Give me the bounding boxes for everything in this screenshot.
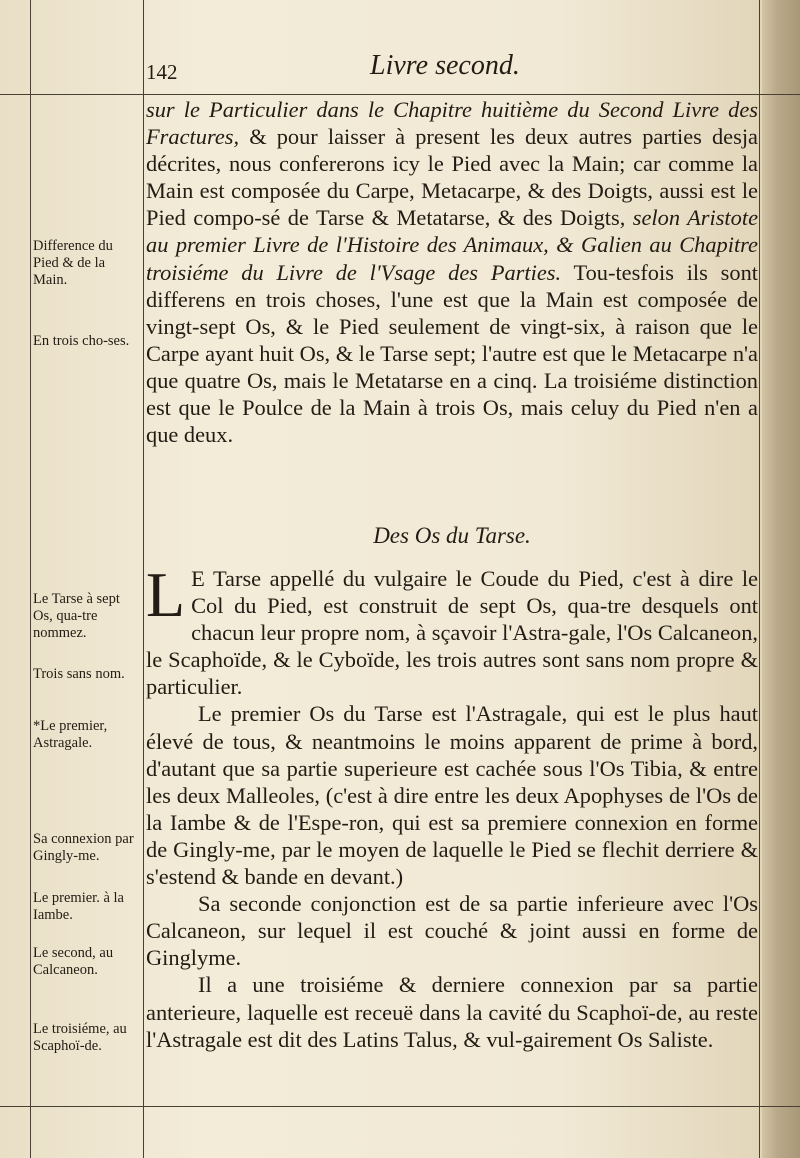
paragraph-intro	[146, 96, 758, 448]
paragraph-citation: selon Aristote au premier Livre de l'Histoire des Animaux, & Galien au Chapitre troisiéme du Livre de l'Vsage des Parties.	[146, 205, 759, 285]
footer-rule	[0, 1106, 800, 1107]
margin-note: Trois sans nom.	[33, 666, 125, 682]
margin-note: Le Tarse à sept Os, qua-tre nommez.	[33, 591, 120, 641]
margin-rule-right	[143, 0, 144, 1158]
paragraph-text: Tou-tesfois ils sont differens en trois choses, l'une est que la Main est composée de vingt-sept Os, & le Pied seulement de vingt-six, à raison que le Carpe ayant huit Os, & le Tarse sept; l'autre est que le Metacarpe n'a que quatre Os, mais le Metatarse en a cinq. La troisiéme distinction est que le Poulce de la Main à trois Os, mais celuy du Pied n'en a que deux.	[146, 259, 758, 448]
margin-note: Sa connexion par Gingly-me.	[33, 831, 134, 864]
margin-note: En trois cho-ses.	[33, 333, 130, 349]
margin-note: Le second, au Calcaneon.	[33, 945, 114, 978]
paragraph-seconde-conjonction: Sa seconde conjonction est de sa partie inferieure avec l'Os Calcaneon, sur lequel il est couché & joint aussi en forme de Ginglyme.	[146, 891, 758, 971]
margin-note: *Le premier, Astragale.	[33, 718, 108, 751]
margin-note: Le premier. à la Iambe.	[33, 890, 124, 923]
page-edge	[762, 0, 800, 1158]
margin-rule-left	[30, 0, 31, 1158]
paragraph-lead: sur le Particulier dans le Chapitre huitième du Second Livre des Fractures,	[146, 97, 758, 150]
margin-note: Le troisiéme, au Scaphoï-de.	[33, 1021, 127, 1054]
text-rule-right	[759, 0, 760, 1158]
paragraph-text: & pour laisser à present les deux autres parties desja décrites, nous confererons icy le Pied avec la Main; car comme la Main est composée du Carpe, Metacarpe, & des Doigts, aussi est le Pied compo-sé de Tarse & Metatarse, & des Doigts,	[146, 124, 758, 231]
paragraph-astragale: Le premier Os du Tarse est l'Astragale, qui est le plus haut élevé de tous, & neantmoins le moins apparent de prime à bord, d'autant que sa partie superieure est cachée sous l'Os Tibia, & entre les deux Malleoles, (c'est à dire entre les deux Apophyses de l'Os de la Iambe & de l'Espe-ron, qui est sa premiere connexion en forme de Gingly-me, par le moyen de laquelle le Pied se flechit derriere & s'estend & bande en devant.)	[146, 701, 758, 890]
header-rule	[0, 94, 800, 95]
paragraph-text: E Tarse appellé du vulgaire le Coude du Pied, c'est à dire le Col du Pied, est construit de sept Os, qua-tre desquels ont chacun leur propre nom, à sçavoir l'Astra-gale, l'Os Calcaneon, le Scaphoïde, & le Cyboïde, les trois autres sont sans nom propre & particulier.	[146, 566, 758, 700]
paragraph-troisieme-connexion: Il a une troisiéme & derniere connexion par sa partie anterieure, laquelle est receuë dans la cavité du Scaphoï-de, au reste l'Astragale est dit des Latins Talus, & vul-gairement Os Saliste.	[146, 972, 758, 1052]
page-number: 142	[146, 60, 178, 84]
margin-note: Difference du Pied & de la Main.	[33, 238, 113, 288]
running-title: Livre second.	[370, 50, 520, 81]
drop-cap: L	[146, 559, 186, 630]
section-title: Des Os du Tarse.	[373, 523, 531, 548]
section-body	[146, 559, 758, 1053]
